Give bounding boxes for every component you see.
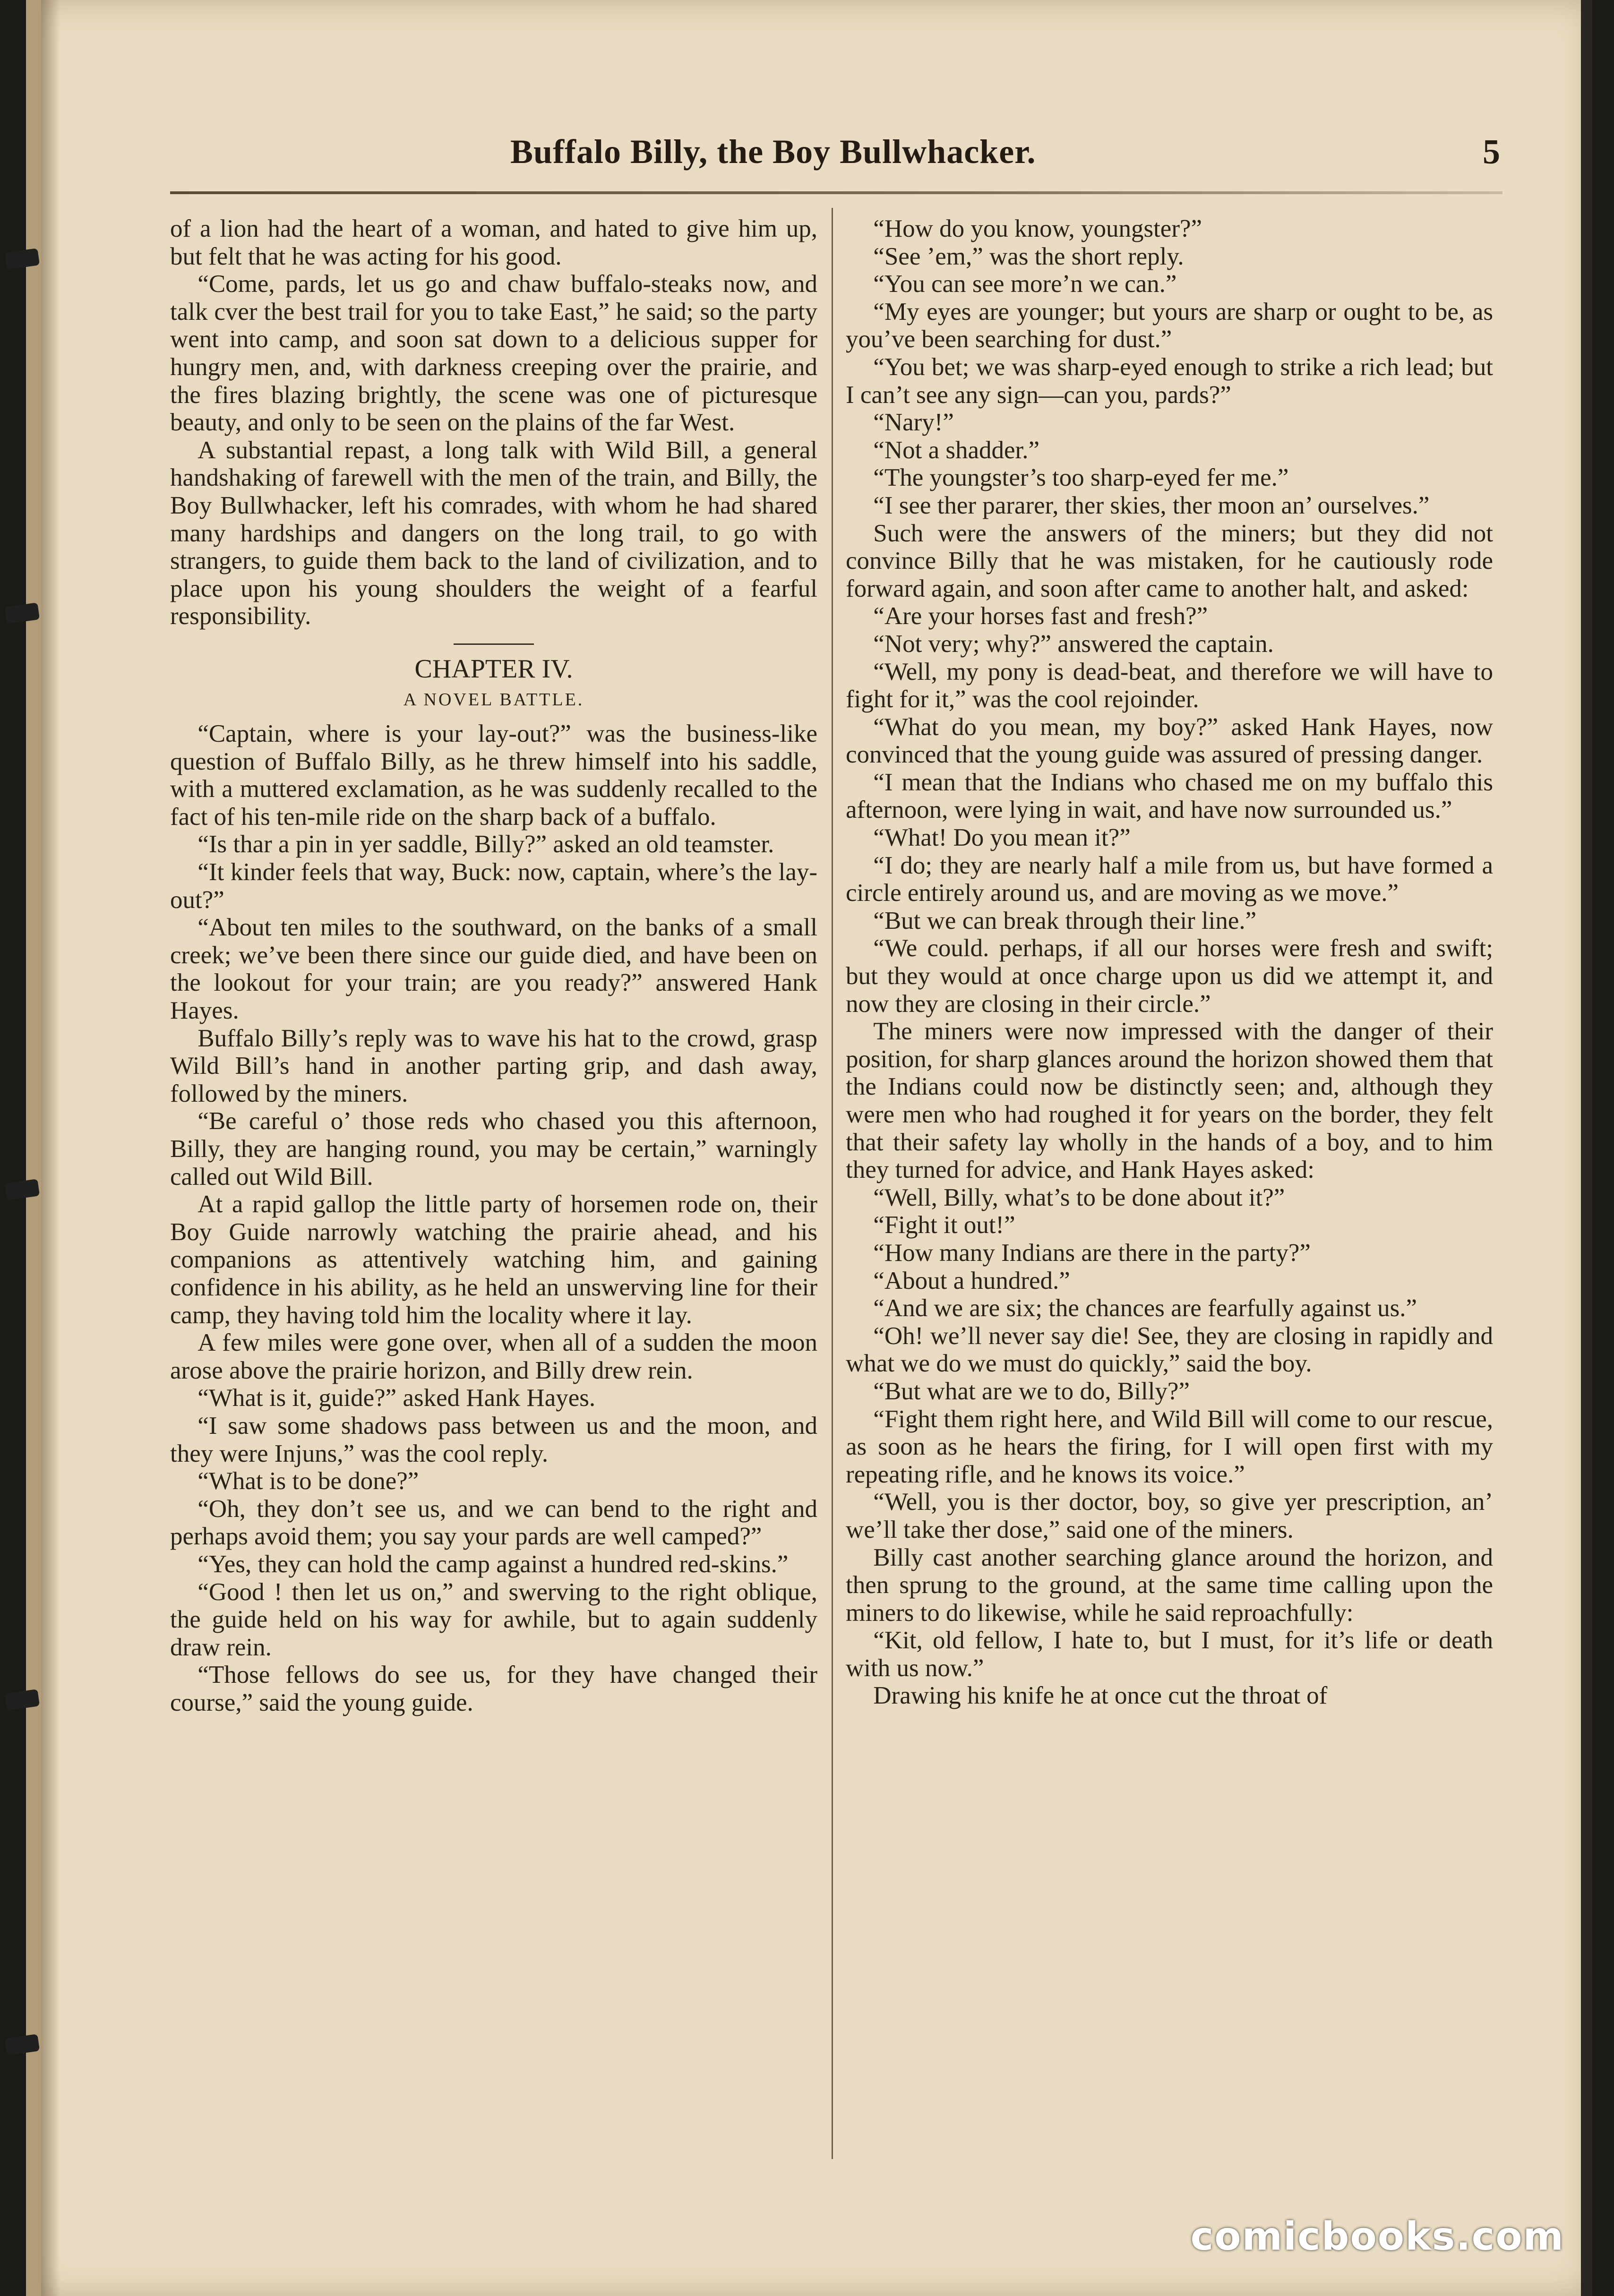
site-watermark: comicbooks.com <box>1190 2214 1564 2259</box>
paragraph: “What do you mean, my boy?” asked Hank Hayes, now convinced that the young guide was assured of pressing danger. <box>846 713 1493 769</box>
paragraph: of a lion had the heart of a woman, and hated to give him up, but felt that he was acting for his good. <box>170 215 817 270</box>
paragraph: “Well, my pony is dead-beat, and therefore we will have to fight for it,” was the cool rejoinder. <box>846 658 1493 713</box>
paragraph: “Are your horses fast and fresh?” <box>873 602 1208 630</box>
paragraph: Billy cast another searching glance around the horizon, and then sprung to the ground, at the same time calling upon the miners to do likewise, while he said reproachfully: <box>846 1543 1493 1627</box>
paragraph: “We could. perhaps, if all our horses were fresh and swift; but they would at once charge upon us did we attempt it, and now they are closing in their circle.” <box>846 934 1493 1018</box>
paragraph: “Those fellows do see us, for they have changed their course,” said the young guide. <box>170 1661 817 1716</box>
paragraph: “You can see more’n we can.” <box>873 270 1177 298</box>
paragraph: A substantial repast, a long talk with Wild Bill, a general handshaking of farewell with the men of the train, and Billy, the Boy Bullwhacker, left his comrades, with whom he had shared many hardships and dangers on the long trail, to go with strangers, to guide them back to the land of civilization, and to place upon his young shoulders the weight of a fearful responsibility. <box>170 436 817 630</box>
chapter-subtitle: A NOVEL BATTLE. <box>403 689 584 710</box>
paragraph: “How do you know, youngster?” <box>873 215 1202 242</box>
paragraph: “But what are we to do, Billy?” <box>873 1377 1190 1405</box>
paragraph: At a rapid gallop the little party of horsemen rode on, their Boy Guide narrowly watching the prairie ahead, and his companions as attentively watching him, and gaining confidence in his ability, as he held an unswerving line for their camp, they having told him the locality where it lay. <box>170 1191 817 1329</box>
paragraph: A few miles were gone over, when all of a sudden the moon arose above the prairie horizon, and Billy drew rein. <box>170 1329 817 1384</box>
paragraph: “Captain, where is your lay-out?” was the business-like question of Buffalo Billy, as he threw himself into his saddle, with a muttered exclamation, as he was suddenly recalled to the fact of his ten-mile ride on the sharp back of a buffalo. <box>170 720 817 831</box>
paragraph: “Well, Billy, what’s to be done about it?” <box>873 1183 1285 1211</box>
paragraph: “The youngster’s too sharp-eyed fer me.” <box>873 464 1289 492</box>
paragraph: Buffalo Billy’s reply was to wave his hat to the crowd, grasp Wild Bill’s hand in another parting grip, and dash away, followed by the miners. <box>170 1024 817 1107</box>
page-number: 5 <box>1483 133 1500 171</box>
paragraph: “I mean that the Indians who chased me on my buffalo this afternoon, were lying in wait, and have now surrounded us.” <box>846 768 1493 824</box>
binding-edge <box>26 0 41 2296</box>
paragraph: “About ten miles to the southward, on the banks of a small creek; we’ve been there since our guide died, and have been on the lookout for your train; are you ready?” answered Hank Hayes. <box>170 914 817 1025</box>
chapter-title: CHAPTER IV. <box>414 654 573 684</box>
paragraph: “Yes, they can hold the camp against a hundred red-skins.” <box>197 1550 789 1578</box>
paragraph: “Kit, old fellow, I hate to, but I must, for it’s life or death with us now.” <box>846 1627 1493 1682</box>
gutter-shadow <box>41 0 60 2296</box>
paragraph: “Fight them right here, and Wild Bill will come to our rescue, as soon as he hears the firing, for I will open first with my repeating rifle, and he knows its voice.” <box>846 1405 1493 1488</box>
page-header <box>170 132 1500 180</box>
paragraph: “But we can break through their line.” <box>873 907 1257 934</box>
paragraph: “Fight it out!” <box>873 1211 1015 1239</box>
paragraph: “How many Indians are there in the party?” <box>873 1239 1311 1267</box>
paragraph: “I do; they are nearly half a mile from us, but have formed a circle entirely around us, and are moving as we move.” <box>846 851 1493 907</box>
paragraph: “Nary!” <box>873 409 954 437</box>
paragraph: Drawing his knife he at once cut the throat of <box>873 1682 1328 1710</box>
paragraph: “Not very; why?” answered the captain. <box>873 630 1274 658</box>
paragraph: “It kinder feels that way, Buck: now, captain, where’s the lay-out?” <box>170 858 817 914</box>
paragraph: “What is to be done?” <box>197 1467 419 1495</box>
paragraph: “What is it, guide?” asked Hank Hayes. <box>197 1384 596 1412</box>
paragraph: Such were the answers of the miners; but they did not convince Billy that he was mistaken, for he cautiously rode forward again, and soon after came to another halt, and asked: <box>846 519 1493 602</box>
paragraph: “Oh, they don’t see us, and we can bend to the right and perhaps avoid them; you say your pards are well camped?” <box>170 1495 817 1551</box>
column-divider <box>832 208 833 2159</box>
paragraph: “Not a shadder.” <box>873 436 1040 464</box>
paragraph: “I see ther pararer, ther skies, ther moon an’ ourselves.” <box>873 491 1430 519</box>
paragraph: “About a hundred.” <box>873 1267 1070 1294</box>
paragraph: “What! Do you mean it?” <box>873 824 1131 852</box>
paragraph: The miners were now impressed with the danger of their position, for sharp glances around the horizon showed them that the Indians could now be distinctly seen; and, although they were men who had roughed it for years on the border, they felt that their safety lay wholly in the hands of a boy, and to him they turned for advice, and Hank Hayes asked: <box>846 1018 1493 1184</box>
paragraph: “Good ! then let us on,” and swerving to the right oblique, the guide held on his way for awhile, but to again suddenly draw rein. <box>170 1578 817 1661</box>
paragraph: “And we are six; the chances are fearfully against us.” <box>873 1294 1417 1322</box>
paragraph: “Be careful o’ those reds who chased you this afternoon, Billy, they are hanging round, you may be certain,” warningly called out Wild Bill. <box>170 1107 817 1191</box>
right-column <box>846 215 1493 2199</box>
paragraph: “My eyes are younger; but yours are sharp or ought to be, as you’ve been searching for dust.” <box>846 298 1493 353</box>
paragraph: “Well, you is ther doctor, boy, so give yer prescription, an’ we’ll take ther dose,” said one of the miners. <box>846 1488 1493 1543</box>
paragraph: “Come, pards, let us go and chaw buffalo-steaks now, and talk cver the best trail for you to take East,” he said; so the party went into camp, and soon sat down to a delicious supper for hungry men, and, with darkness creeping over the prairie, and the fires blazing brightly, the scene was one of picturesque beauty, and only to be seen on the plains of the far West. <box>170 270 817 437</box>
page-right-edge <box>1581 0 1592 2296</box>
header-rule <box>170 191 1502 194</box>
paragraph: “I saw some shadows pass between us and the moon, and they were Injuns,” was the cool reply. <box>170 1412 817 1467</box>
paragraph: “Oh! we’ll never say die! See, they are closing in rapidly and what we do we must do quickly,” said the boy. <box>846 1322 1493 1378</box>
running-title: Buffalo Billy, the Boy Bullwhacker. <box>510 133 1036 171</box>
chapter-rule <box>454 643 534 645</box>
paragraph: “You bet; we was sharp-eyed enough to strike a rich lead; but I can’t see any sign—can you, pards?” <box>846 353 1493 409</box>
paragraph: “See ’em,” was the short reply. <box>873 242 1184 270</box>
left-column <box>170 215 817 2199</box>
paragraph: “Is thar a pin in yer saddle, Billy?” asked an old teamster. <box>197 831 774 858</box>
